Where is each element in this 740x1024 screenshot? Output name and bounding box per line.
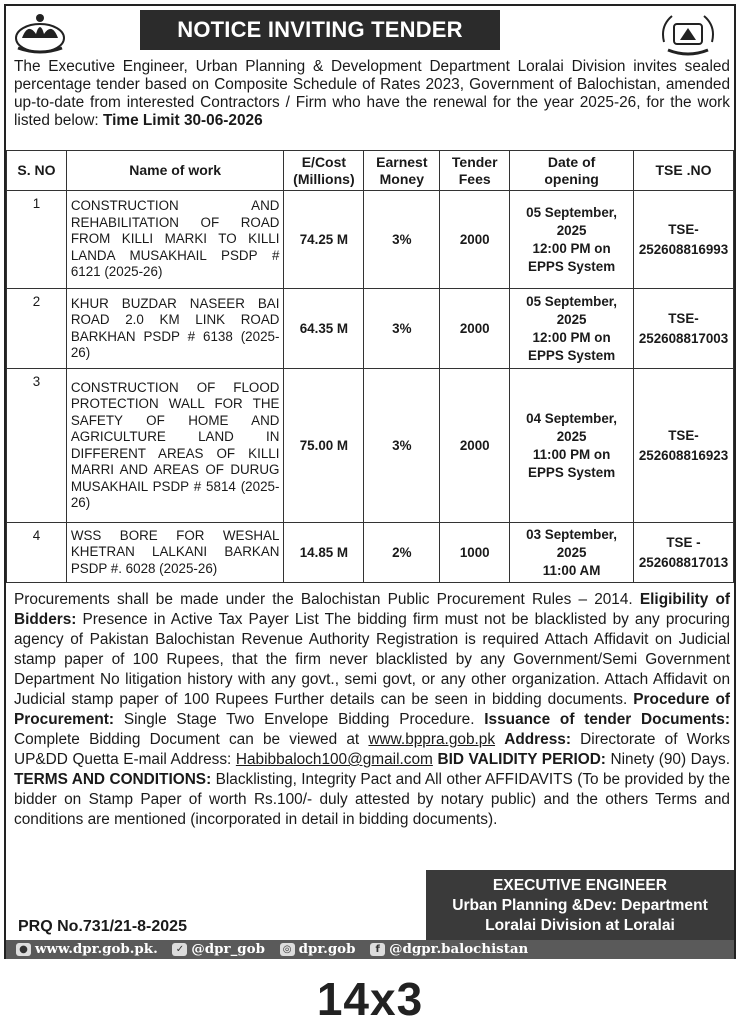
- facebook-icon: f: [370, 943, 385, 956]
- row-sno: 3: [7, 369, 67, 523]
- signature-department: Urban Planning &Dev: Department: [452, 897, 708, 914]
- globe-icon: ●: [16, 943, 31, 956]
- signature-title: EXECUTIVE ENGINEER: [492, 877, 668, 894]
- row-date-line3: 12:00 PM on: [532, 240, 611, 256]
- twitter-icon: ✓: [172, 943, 187, 956]
- row-date-line3: 12:00 PM on: [532, 329, 611, 345]
- row-date-line1: 05 September,: [526, 293, 617, 309]
- intro-paragraph: [14, 58, 730, 130]
- row-date-line4: EPPS System: [528, 464, 616, 480]
- footer-twitter[interactable]: @dpr_gob: [191, 941, 265, 957]
- header-money: [364, 151, 440, 191]
- row-tse-number: 252608817003: [638, 330, 729, 346]
- row-sno: 2: [7, 289, 67, 369]
- row-date-line3: 11:00 PM on: [532, 446, 611, 462]
- row-tse: [634, 369, 734, 523]
- header-cost: [284, 151, 364, 191]
- header-date: [510, 151, 634, 191]
- row-date-line2: 2025: [556, 222, 587, 238]
- footer-website[interactable]: www.dpr.gob.pk.: [35, 941, 158, 957]
- table-row: [7, 523, 734, 583]
- row-sno: 4: [7, 523, 67, 583]
- intro-text: The Executive Engineer, Urban Planning & Development Department Loralai Division invites sealed percentage tender based on Composite Schedule of Rates 2023, Government of Balochistan, amended up-to-date from interested Contractors / Firm who have the renewal for the year 2025-26, for the work listed below:: [14, 58, 730, 129]
- row-fees: 1000: [440, 523, 510, 583]
- row-tse-number: 252608816923: [638, 447, 729, 463]
- bid-validity-label: BID VALIDITY PERIOD:: [437, 751, 606, 768]
- address-label: Address:: [504, 731, 571, 748]
- table-row: [7, 289, 734, 369]
- eligibility-text: Presence in Active Tax Payer List The bidding firm must not be blacklisted by any procuring agency of Pakistan Balochistan Revenue Authority Registration is required Attach Affidavit on Judicial stamp paper of 100 Rupees, that the firm never blacklisted by any Government/Semi Government Department No litigation history with any govt., semi govt, or any other organization. Attach Affidavit on Judicial stamp paper of 100 Rupees Further details can be seen in bidding documents.: [14, 611, 730, 708]
- table-row: [7, 191, 734, 289]
- footer-bar: [6, 940, 734, 959]
- row-tse: [634, 289, 734, 369]
- time-limit: Time Limit 30-06-2026: [102, 112, 263, 129]
- row-tse-number: 252608817013: [638, 554, 729, 570]
- row-cost: 74.25 M: [284, 191, 364, 289]
- footer-instagram[interactable]: dpr.gob: [298, 941, 356, 957]
- row-date: [510, 523, 634, 583]
- header-money-line2: Money: [379, 170, 424, 187]
- row-date-line4: EPPS System: [528, 347, 616, 363]
- row-date: [510, 289, 634, 369]
- issuance-label: Issuance of tender Documents:: [484, 711, 730, 728]
- row-cost: 75.00 M: [284, 369, 364, 523]
- row-fees: 2000: [440, 369, 510, 523]
- header-date-line2: opening: [544, 170, 599, 187]
- signature-location: Loralai Division at Loralai: [485, 917, 675, 934]
- row-money: 3%: [364, 191, 440, 289]
- row-tse-prefix: TSE -: [666, 534, 701, 550]
- row-fees: 2000: [440, 191, 510, 289]
- header-fees-line1: Tender: [451, 153, 498, 170]
- address-text: Directorate of Works UP&DD Quetta E-mail Address:: [14, 731, 730, 768]
- header-cost-line1: E/Cost: [301, 153, 347, 170]
- notice-header: [6, 6, 734, 60]
- row-date-line3: 11:00 AM: [542, 562, 601, 578]
- bppra-website-link[interactable]: www.bppra.gob.pk: [368, 731, 496, 748]
- row-sno: 1: [7, 191, 67, 289]
- row-date: [510, 369, 634, 523]
- row-tse-prefix: TSE-: [668, 221, 699, 237]
- prq-number: PRQ No.731/21-8-2025: [18, 918, 187, 935]
- row-cost: 14.85 M: [284, 523, 364, 583]
- row-date-line1: 05 September,: [526, 204, 617, 220]
- row-date-line1: 03 September,: [526, 526, 617, 542]
- row-date-line4: EPPS System: [528, 258, 616, 274]
- table-header-row: [7, 151, 734, 191]
- row-tse: [634, 523, 734, 583]
- notice-frame: [4, 4, 736, 959]
- row-work: CONSTRUCTION AND REHABILITATION OF ROAD FROM KILLI MARKI TO KILLI LANDA MUSAKHAIL PSDP # 6121 (2025-26): [66, 191, 284, 289]
- header-sno: S. NO: [7, 151, 67, 191]
- header-fees: [440, 151, 510, 191]
- row-cost: 64.35 M: [284, 289, 364, 369]
- terms-text: Blacklisting, Integrity Pact and All other AFFIDAVITS (To be provided by the bidder on Stamp Paper of worth Rs.100/- duly attested by notary public) and the others Terms and conditions are mentioned (incorporated in detail in bidding documents).: [14, 771, 730, 828]
- row-work: CONSTRUCTION OF FLOOD PROTECTION WALL FOR THE SAFETY OF HOME AND AGRICULTURE LAND IN DIFFERENT AREAS OF KILLI MARRI AND AREAS OF DURUG MUSAKHAIL PSDP # 5814 (2025-26): [66, 369, 284, 523]
- row-work: WSS BORE FOR WESHAL KHETRAN LALKANI BARKAN PSDP #. 6028 (2025-26): [66, 523, 284, 583]
- header-tse: TSE .NO: [634, 151, 734, 191]
- row-work: KHUR BUZDAR NASEER BAI ROAD 2.0 KM LINK ROAD BARKHAN PSDP # 6138 (2025-26): [66, 289, 284, 369]
- row-date-line2: 2025: [556, 311, 587, 327]
- notice-title: NOTICE INVITING TENDER: [140, 10, 500, 50]
- row-date-line2: 2025: [556, 428, 587, 444]
- row-date: [510, 191, 634, 289]
- header-cost-line2: (Millions): [293, 170, 355, 187]
- row-tse-number: 252608816993: [638, 241, 729, 257]
- row-money: 3%: [364, 289, 440, 369]
- footer-facebook[interactable]: @dgpr.balochistan: [389, 941, 529, 957]
- signature-block: [426, 870, 734, 940]
- row-money: 3%: [364, 369, 440, 523]
- email-link[interactable]: Habibbaloch100@gmail.com: [235, 751, 433, 768]
- eligibility-label: Eligibility of Bidders:: [14, 591, 730, 628]
- issuance-text: Complete Bidding Document can be viewed at: [14, 731, 360, 748]
- bid-validity-text: Ninety (90) Days.: [610, 751, 730, 768]
- row-tse-prefix: TSE-: [668, 427, 699, 443]
- header-money-line1: Earnest: [376, 153, 428, 170]
- terms-paragraph: [14, 590, 730, 830]
- row-money: 2%: [364, 523, 440, 583]
- procurement-rules-text: Procurements shall be made under the Balochistan Public Procurement Rules – 2014.: [14, 591, 633, 608]
- row-tse-prefix: TSE-: [668, 310, 699, 326]
- procedure-text: Single Stage Two Envelope Bidding Procedure.: [123, 711, 475, 728]
- ad-size-label: 14x3: [316, 973, 424, 1024]
- row-date-line1: 04 September,: [526, 410, 617, 426]
- row-date-line2: 2025: [556, 544, 587, 560]
- balochistan-emblem-icon: [12, 12, 68, 56]
- row-fees: 2000: [440, 289, 510, 369]
- government-seal-icon: [660, 12, 716, 56]
- procedure-label: Procedure of Procurement:: [14, 691, 730, 728]
- header-work: Name of work: [66, 151, 284, 191]
- table-row: [7, 369, 734, 523]
- header-date-line1: Date of: [547, 153, 596, 170]
- tender-table: [6, 150, 734, 583]
- row-tse: [634, 191, 734, 289]
- terms-label: TERMS AND CONDITIONS:: [14, 771, 212, 788]
- instagram-icon: ◎: [280, 943, 295, 956]
- header-fees-line2: Fees: [458, 170, 491, 187]
